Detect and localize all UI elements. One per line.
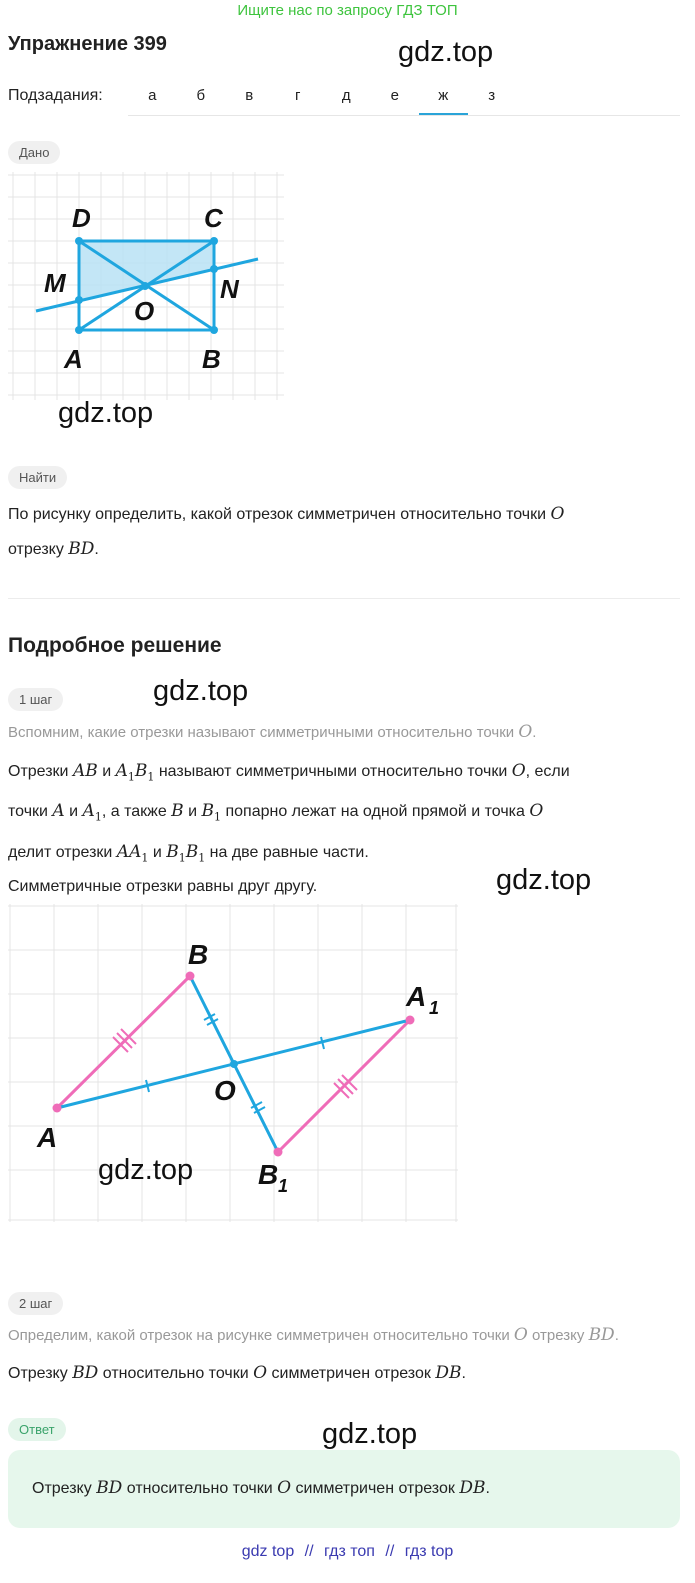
- subtasks-label: Подзадания:: [8, 87, 103, 104]
- step1-hint: Вспомним, какие отрезки называют симметричными относительно точки O.: [8, 722, 537, 742]
- find-text: По рисунку определить, какой отрезок симметричен относительно точки O отрезку BD.: [8, 504, 565, 559]
- tab-z[interactable]: з: [488, 87, 496, 104]
- label-b1-sub: 1: [278, 1176, 289, 1196]
- label-n: N: [220, 274, 239, 304]
- watermark: gdz.top: [322, 1418, 418, 1450]
- given-figure: [8, 172, 286, 404]
- answer-badge: Ответ: [8, 1418, 66, 1441]
- given-badge: Дано: [8, 141, 60, 164]
- point-c: [210, 237, 218, 245]
- label-a: A: [37, 1122, 58, 1153]
- segment-ab: [57, 976, 190, 1108]
- tab-zh-active[interactable]: ж: [419, 78, 468, 115]
- tab-e[interactable]: е: [390, 87, 399, 104]
- label-c: C: [204, 203, 223, 233]
- label-b1: B: [258, 1159, 279, 1190]
- point-a: [75, 326, 83, 334]
- point-b: [186, 972, 195, 981]
- watermark: gdz.top: [398, 36, 494, 68]
- point-d: [75, 237, 83, 245]
- step1-badge: 1 шаг: [8, 688, 63, 711]
- tab-b[interactable]: б: [196, 87, 206, 104]
- point-m: [75, 296, 83, 304]
- solution-title: Подробное решение: [8, 634, 222, 657]
- point-b1: [274, 1148, 283, 1157]
- step1-note: Симметричные отрезки равны друг другу.: [8, 878, 318, 895]
- step2-badge: 2 шаг: [8, 1292, 63, 1315]
- symmetry-figure: [8, 904, 460, 1224]
- point-b: [210, 326, 218, 334]
- label-o: O: [214, 1075, 236, 1106]
- label-a: A: [64, 344, 83, 374]
- label-b: B: [188, 939, 209, 970]
- point-n: [210, 265, 218, 273]
- point-o: [141, 282, 149, 290]
- page-title: Упражнение 399: [8, 33, 167, 55]
- watermark: gdz.top: [496, 864, 592, 896]
- watermark: gdz.top: [58, 397, 154, 429]
- answer-text: Отрезку BD относительно точки O симметричен отрезок DB.: [32, 1478, 490, 1498]
- step1-paragraph: Отрезки AB и $A_1B_1$ называют симметричными относительно точки O, если точки A и $A_1$, а также B и $B_1$ попарно лежат на одной прямой и точка O делит отрезки $AA_1$ и $B_1B_1$ на две равные части.: [8, 761, 570, 865]
- watermark: gdz.top: [153, 675, 249, 707]
- footer-link-3[interactable]: гдз top: [404, 1543, 454, 1560]
- footer-link-2[interactable]: гдз топ: [324, 1543, 375, 1560]
- tab-v[interactable]: в: [245, 87, 254, 104]
- point-a: [53, 1104, 62, 1113]
- divider: [8, 598, 680, 599]
- point-a1: [406, 1016, 415, 1025]
- label-o: O: [134, 296, 155, 326]
- tab-g[interactable]: г: [295, 87, 301, 104]
- subtask-tabs: [128, 78, 680, 116]
- label-d: D: [72, 203, 91, 233]
- footer-link-1[interactable]: gdz top: [241, 1543, 295, 1560]
- watermark: gdz.top: [98, 1154, 194, 1186]
- promo-text: Ищите нас по запросу ГДЗ ТОП: [237, 2, 458, 19]
- label-m: M: [44, 268, 66, 298]
- footer-links: [0, 1543, 695, 1561]
- step2-text: Отрезку BD относительно точки O симметричен отрезок DB.: [8, 1363, 466, 1383]
- step2-hint: Определим, какой отрезок на рисунке симметричен относительно точки O отрезку BD.: [8, 1325, 619, 1345]
- footer-separator: //: [385, 1543, 395, 1560]
- tab-d[interactable]: д: [341, 87, 351, 104]
- point-o: [230, 1060, 238, 1068]
- label-a1: A: [406, 981, 427, 1012]
- tab-a[interactable]: а: [148, 87, 157, 104]
- label-a1-sub: 1: [429, 998, 440, 1018]
- label-b: B: [202, 344, 221, 374]
- footer-separator: //: [304, 1543, 314, 1560]
- find-badge: Найти: [8, 466, 67, 489]
